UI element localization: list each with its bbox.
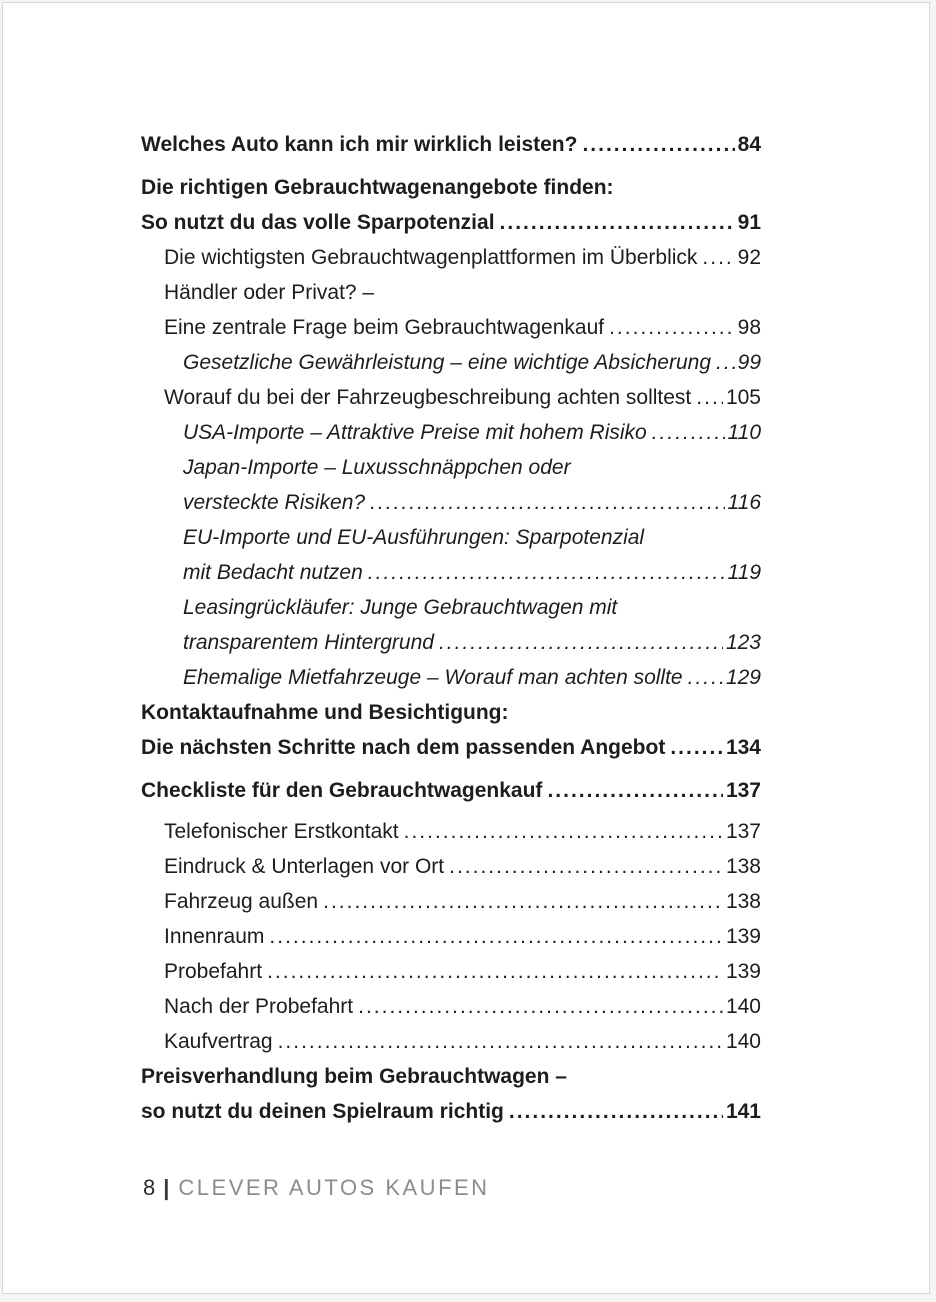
toc-entry-page-number: 129	[725, 666, 761, 689]
dot-leader	[368, 555, 725, 590]
toc-line	[164, 919, 761, 954]
dot-leader	[404, 814, 723, 849]
toc-line	[164, 884, 761, 919]
toc-line	[164, 989, 761, 1024]
toc-line	[141, 205, 761, 240]
toc-line	[164, 380, 761, 415]
dot-leader	[547, 773, 723, 808]
toc-entry-subsection	[141, 660, 761, 695]
toc-line	[183, 625, 761, 660]
toc-entry-title: Fahrzeug außen	[164, 890, 319, 913]
toc-entry-title: Welches Auto kann ich mir wirklich leisten?	[141, 133, 578, 156]
toc-line: Preisverhandlung beim Gebrauchtwagen –	[141, 1065, 567, 1088]
toc-line	[164, 1024, 761, 1059]
toc-entry-section	[141, 954, 761, 989]
toc-entry-chapter	[141, 170, 761, 240]
toc-line: Japan-Importe – Luxusschnäppchen oder	[183, 456, 571, 479]
toc-entry-section	[141, 849, 761, 884]
toc-entry-title: Innenraum	[164, 925, 265, 948]
toc-entry-page-number: 137	[725, 820, 761, 843]
dot-leader	[652, 415, 725, 450]
toc-entry-title: Probefahrt	[164, 960, 263, 983]
dot-leader	[269, 919, 723, 954]
toc-line	[164, 814, 761, 849]
toc-line: EU-Importe und EU-Ausführungen: Sparpotenzial	[183, 526, 645, 549]
toc-entry-subsection	[141, 520, 761, 590]
toc-line	[164, 240, 761, 275]
toc-entry-section	[141, 884, 761, 919]
dot-leader	[509, 1094, 723, 1129]
toc-entry-title: Die nächsten Schritte nach dem passenden Angebot	[141, 736, 666, 759]
dot-leader	[370, 485, 724, 520]
toc-entry-title: Eine zentrale Frage beim Gebrauchtwagenkauf	[164, 316, 605, 339]
toc-entry-subsection	[141, 590, 761, 660]
toc-line	[183, 555, 761, 590]
toc-entry-title: mit Bedacht nutzen	[183, 561, 363, 584]
toc-entry-title: Die wichtigsten Gebrauchtwagenplattformen im Überblick	[164, 246, 698, 269]
toc-entry-section	[141, 989, 761, 1024]
toc-line: Die richtigen Gebrauchtwagenangebote finden:	[141, 176, 614, 199]
toc-entry-title: Ehemalige Mietfahrzeuge – Worauf man achten sollte	[183, 666, 683, 689]
toc-line	[183, 415, 761, 450]
dot-leader	[278, 1024, 723, 1059]
toc-entry-chapter	[141, 695, 761, 765]
toc-entry-chapter	[141, 1059, 761, 1129]
dot-leader	[670, 730, 723, 765]
toc-entry-title: Telefonischer Erstkontakt	[164, 820, 399, 843]
toc-line	[141, 773, 761, 808]
toc-entry-page-number: 123	[725, 631, 761, 654]
toc-entry-section	[141, 275, 761, 345]
toc-entry-title: transparentem Hintergrund	[183, 631, 434, 654]
toc-entry-page-number: 141	[725, 1100, 761, 1123]
toc-entry-title: so nutzt du deinen Spielraum richtig	[141, 1100, 504, 1123]
toc-line	[164, 954, 761, 989]
toc-entry-chapter	[141, 773, 761, 808]
book-page	[2, 2, 930, 1294]
toc-line: Händler oder Privat? –	[164, 281, 375, 304]
toc-entry-title: Kaufvertrag	[164, 1030, 273, 1053]
toc-entry-title: Eindruck & Unterlagen vor Ort	[164, 855, 445, 878]
toc-entry-title: versteckte Risiken?	[183, 491, 366, 514]
toc-entry-page-number: 138	[725, 855, 761, 878]
toc-line	[183, 345, 761, 380]
dot-leader	[609, 310, 735, 345]
toc-entry-title: Checkliste für den Gebrauchtwagenkauf	[141, 779, 543, 802]
toc-entry-title: Worauf du bei der Fahrzeugbeschreibung achten solltest	[164, 386, 692, 409]
footer-page-number: 8	[143, 1175, 157, 1200]
toc-entry-subsection	[141, 415, 761, 450]
dot-leader	[323, 884, 723, 919]
toc-entry-section	[141, 240, 761, 275]
toc-line	[141, 730, 761, 765]
toc-line	[141, 127, 761, 162]
toc-entry-page-number: 98	[737, 316, 761, 339]
toc-line: Kontaktaufnahme und Besichtigung:	[141, 701, 509, 724]
toc-entry-page-number: 134	[725, 736, 761, 759]
toc-entry-page-number: 116	[727, 491, 761, 514]
toc-entry-subsection	[141, 345, 761, 380]
footer-book-title: CLEVER AUTOS KAUFEN	[178, 1175, 490, 1200]
toc-entry-page-number: 105	[725, 386, 761, 409]
dot-leader	[696, 380, 723, 415]
toc-line	[141, 1094, 761, 1129]
toc-entry-page-number: 119	[727, 561, 761, 584]
toc-entry-page-number: 110	[727, 421, 761, 444]
toc-line	[183, 660, 761, 695]
toc-entry-page-number: 139	[725, 960, 761, 983]
dot-leader	[500, 205, 735, 240]
toc-entry-title: Gesetzliche Gewährleistung – eine wichtige Absicherung	[183, 351, 712, 374]
toc-entry-section	[141, 814, 761, 849]
toc-entry-section	[141, 1024, 761, 1059]
toc-entry-page-number: 139	[725, 925, 761, 948]
toc-line	[183, 485, 761, 520]
toc-entry-page-number: 84	[737, 133, 761, 156]
dot-leader	[582, 127, 734, 162]
toc-entry-page-number: 91	[737, 211, 761, 234]
dot-leader	[439, 625, 723, 660]
dot-leader	[358, 989, 723, 1024]
toc-entry-page-number: 140	[725, 995, 761, 1018]
toc-entry-subsection	[141, 450, 761, 520]
toc-entry-chapter	[141, 127, 761, 162]
page-footer	[143, 1173, 490, 1203]
toc-entry-page-number: 92	[737, 246, 761, 269]
footer-separator: |	[163, 1175, 170, 1200]
toc-entry-page-number: 137	[725, 779, 761, 802]
toc-entry-section	[141, 380, 761, 415]
toc-entry-page-number: 138	[725, 890, 761, 913]
toc-entry-title: Nach der Probefahrt	[164, 995, 354, 1018]
toc-line	[164, 310, 761, 345]
dot-leader	[702, 240, 734, 275]
toc-line	[164, 849, 761, 884]
toc-entry-page-number: 99	[737, 351, 761, 374]
dot-leader	[716, 345, 735, 380]
dot-leader	[267, 954, 723, 989]
toc-entry-title: So nutzt du das volle Sparpotenzial	[141, 211, 495, 234]
toc-line: Leasingrückläufer: Junge Gebrauchtwagen mit	[183, 596, 618, 619]
dot-leader	[449, 849, 723, 884]
table-of-contents	[141, 127, 761, 1129]
dot-leader	[688, 660, 723, 695]
toc-entry-title: USA-Importe – Attraktive Preise mit hohem Risiko	[183, 421, 647, 444]
toc-entry-page-number: 140	[725, 1030, 761, 1053]
toc-entry-section	[141, 919, 761, 954]
